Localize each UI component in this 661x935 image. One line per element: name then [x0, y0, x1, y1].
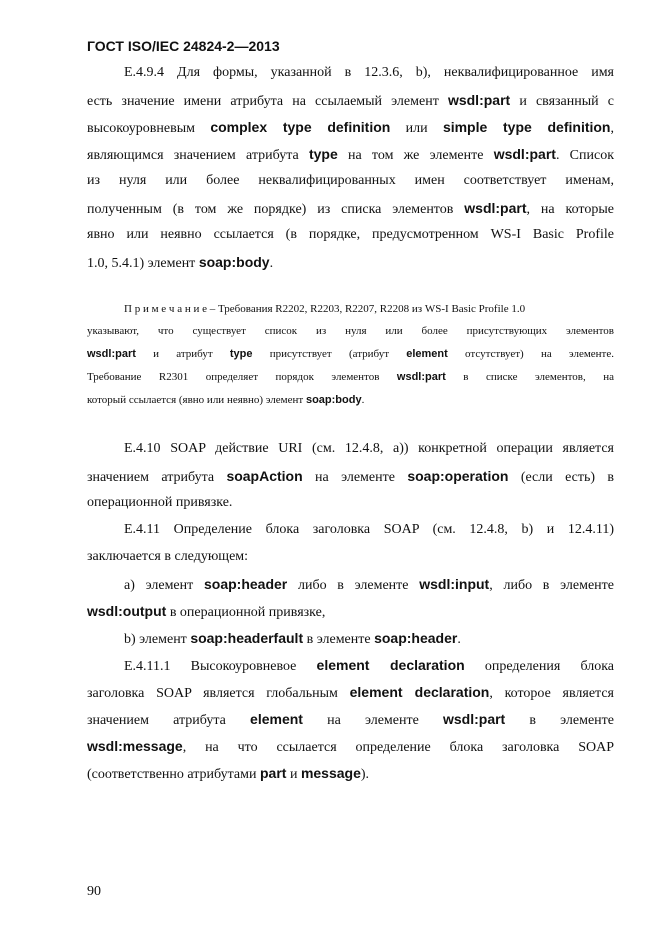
text-line: высокоуровневым complex type definition или simple type definition, — [87, 119, 614, 136]
text-line: Е.4.11.1 Высокоуровневое element declaration определения блока — [124, 657, 615, 674]
text-line: полученным (в том же порядке) из списка элементов wsdl:part, на которые — [87, 200, 614, 217]
text-line: Е.4.11 Определение блока заголовка SOAP (см. 12.4.8, b) и 12.4.11) — [124, 522, 614, 537]
note-line: который ссылается (явно или неявно) элемент soap:body. — [87, 394, 365, 406]
text-line: wsdl:message, на что ссылается определение блока заголовка SOAP — [87, 738, 614, 755]
text-line: wsdl:output в операционной привязке, — [87, 603, 326, 620]
list-item-b: b) элемент soap:headerfault в элементе soap:header. — [124, 630, 461, 647]
text-line: Е.4.9.4 Для формы, указанной в 12.3.6, b), неквалифицированное имя — [124, 65, 614, 80]
note-line: Требование R2301 определяет порядок элементов wsdl:part в списке элементов, на — [87, 371, 614, 383]
text-line: из нуля или более неквалифицированных имен соответствует именам, — [87, 173, 614, 188]
text-line: являющимся значением атрибута type на том же элементе wsdl:part. Список — [87, 146, 615, 163]
note-line: П р и м е ч а н и е – Требования R2202, R2203, R2207, R2208 из WS-I Basic Profile 1.0 — [124, 303, 526, 315]
text-line: явно или неявно ссылается (в порядке, предусмотренном WS-I Basic Profile — [87, 227, 614, 242]
text-line: 1.0, 5.4.1) элемент soap:body. — [87, 254, 274, 271]
text-line: (соответственно атрибутами part и message). — [87, 765, 370, 782]
note-line: указывают, что существует список из нуля или более присутствующих элементов — [87, 325, 614, 337]
note-line: wsdl:part и атрибут type присутствует (атрибут element отсутствует) на элементе. — [87, 348, 614, 360]
text-line: операционной привязке. — [87, 495, 233, 510]
text-line: заголовка SOAP является глобальным element declaration, которое является — [87, 684, 614, 701]
page-number: 90 — [87, 884, 101, 899]
text-line: а) элемент soap:header либо в элементе wsdl:input, либо в элементе — [124, 576, 614, 593]
text-line: значением атрибута soapAction на элементе soap:operation (если есть) в — [87, 468, 615, 485]
text-line: заключается в следующем: — [87, 549, 249, 564]
text-line: значением атрибута element на элементе wsdl:part в элементе — [87, 711, 614, 728]
text-line: есть значение имени атрибута на ссылаемый элемент wsdl:part и связанный с — [87, 92, 614, 109]
document-header: ГОСТ ISO/IEC 24824-2—2013 — [87, 38, 280, 54]
text-line: Е.4.10 SOAP действие URI (см. 12.4.8, а)) конкретной операции является — [124, 441, 614, 456]
